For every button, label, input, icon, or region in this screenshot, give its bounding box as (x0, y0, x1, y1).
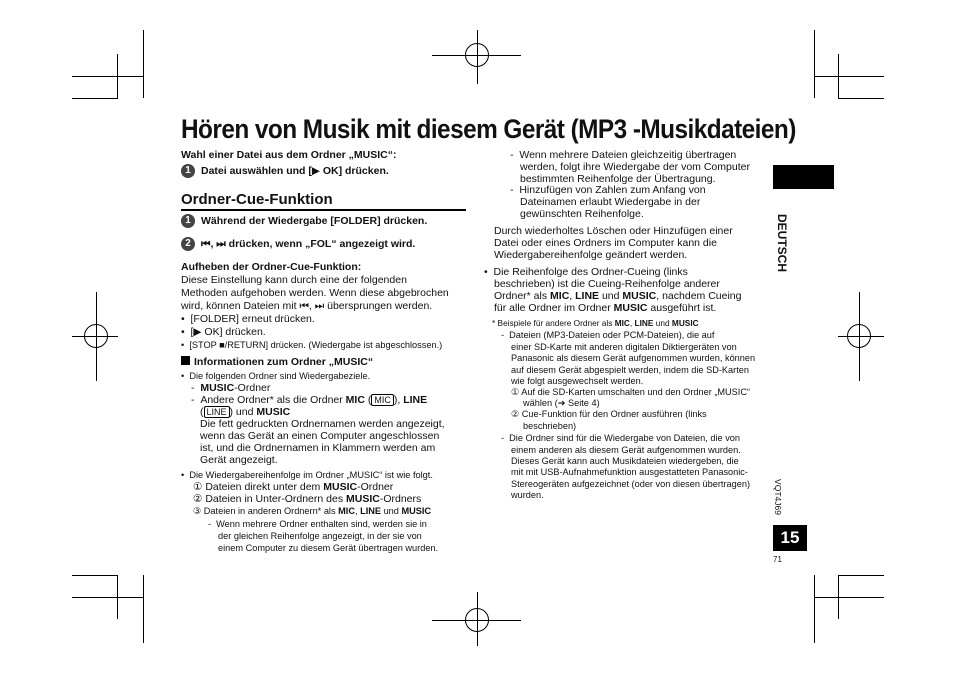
footnote-line: beschrieben) (523, 421, 577, 431)
square-bullet-icon (181, 356, 190, 365)
crop-mark (72, 98, 118, 99)
info-heading-text: Informationen zum Ordner „MUSIC“ (194, 356, 374, 368)
footnote-line: Panasonic als diesem Gerät aufgenommen wurden, können (511, 353, 756, 363)
footnote-line: Dieses Gerät kann auch Musikdateien wiedergeben, die (511, 456, 739, 466)
crop-mark (838, 575, 884, 576)
order-item (193, 481, 393, 494)
list-item: • [STOP ■/RETURN] drücken. (Wiedergabe ist abgeschlossen.) (181, 340, 443, 350)
footnote-line: einer SD-Karte mit anderen digitalen Diktiergeräten von (511, 342, 737, 352)
text: für alle Ordner im Ordner (494, 302, 614, 314)
footnote-line: wie folgt ausgewechselt werden. (511, 376, 644, 386)
text: ② Dateien in Unter-Ordnern des (193, 493, 346, 505)
paragraph-line: Die fett gedruckten Ordnernamen werden angezeigt, (200, 418, 445, 430)
folder-name: MUSIC (401, 506, 432, 516)
crop-mark (838, 98, 884, 99)
crop-mark (117, 575, 118, 619)
info-heading (181, 356, 373, 369)
paragraph-line: Durch wiederholtes Löschen oder Hinzufügen einer (494, 225, 733, 237)
text: , nachdem Cueing (656, 290, 742, 302)
crop-mark (814, 30, 815, 98)
crop-mark (72, 575, 118, 576)
language-label (772, 213, 792, 273)
list-item-text: [▶ OK] drücken. (190, 326, 266, 338)
cancel-text: Methoden aufgehoben werden. Wenn diese abgebrochen (181, 287, 449, 299)
crop-mark (814, 597, 884, 598)
footnote-line: ② Cue-Funktion für den Ordner ausführen (links (511, 409, 707, 419)
language-text: DEUTSCH (775, 213, 789, 273)
section-underline (181, 209, 466, 211)
cue-section-title: Ordner-Cue-Funktion (181, 191, 333, 208)
note-line: werden, folgt ihre Wiedergabe der vom Computer (520, 161, 750, 173)
folder-name: MUSIC (613, 302, 648, 314)
step-number: 1 (181, 164, 195, 178)
model-code (770, 476, 786, 518)
order-item (193, 493, 421, 506)
note-line: der gleichen Reihenfolge angezeigt, in der sie von (218, 531, 422, 541)
cancel-text: Diese Einstellung kann durch eine der folgenden (181, 274, 407, 286)
step-number: 1 (181, 214, 195, 228)
crop-mark (72, 76, 143, 77)
text: Die Ordner sind für die Wiedergabe von Dateien, die von (509, 433, 741, 443)
text: und (381, 506, 402, 516)
text: ① Dateien direkt unter dem (193, 481, 324, 493)
cancel-text: wird, können Dateien mit ⏮, ⏭ übersprungen werden. (181, 300, 433, 312)
paragraph-line (494, 290, 741, 303)
footnote-line: - Dateien (MP3-Dateien oder PCM-Dateien), die auf (501, 330, 715, 340)
footnote-line: ① Auf die SD-Karten umschalten und den Ordner „MUSIC“ (511, 387, 751, 397)
crop-mark (838, 54, 839, 98)
folder-item: - MUSIC-Ordner (191, 382, 271, 394)
footnote-heading (492, 318, 699, 329)
text: ③ Dateien in anderen Ordnern* als (193, 506, 339, 516)
text: Hinzufügen von Zahlen zum Anfang von (519, 184, 706, 196)
crop-mark (814, 76, 884, 77)
model-code-text: VQT4J69 (773, 479, 783, 515)
text: Wenn mehrere Dateien gleichzeitig übertragen (519, 149, 737, 161)
footnote-line: wählen (➔ Seite 4) (523, 398, 600, 408)
folder-name: LINE (403, 394, 428, 406)
select-heading: Wahl einer Datei aus dem Ordner „MUSIC“: (181, 149, 397, 161)
subpage-number: 71 (773, 555, 782, 564)
note-line: - Hinzufügen von Zahlen zum Anfang von (510, 184, 706, 196)
text: Wenn mehrere Ordner enthalten sind, werden sie in (216, 519, 427, 529)
folder-name: MIC (550, 290, 570, 302)
paragraph-line: wenn das Gerät an einen Computer angeschlossen (200, 430, 440, 442)
note-line: - Wenn mehrere Dateien gleichzeitig übertragen (510, 149, 737, 161)
folder-name: LINE (575, 290, 600, 302)
order-item (193, 505, 431, 517)
step-text: Datei auswählen und [▶ OK] drücken. (201, 164, 389, 177)
crop-mark (117, 54, 118, 98)
folder-name: MUSIC (671, 318, 699, 328)
footnote-line: einem anderen als diesem Gerät aufgenommen wurden. (511, 445, 741, 455)
paragraph-line: Gerät angezeigt. (200, 454, 278, 466)
text: Die Reihenfolge des Ordner-Cueing (links (493, 266, 688, 278)
step-number: 2 (181, 237, 195, 251)
text: und (653, 318, 672, 328)
note-line: - Wenn mehrere Ordner enthalten sind, werden sie in (208, 519, 427, 529)
folder-name: MUSIC (256, 406, 291, 418)
text: -Ordner (357, 481, 394, 493)
mic-display-icon: MIC (371, 394, 394, 406)
crop-mark (814, 575, 815, 643)
crop-mark (838, 575, 839, 619)
note-line: Dateinamen erlaubt Wiedergabe in der (520, 196, 701, 208)
text: , (354, 506, 361, 516)
crop-mark (72, 597, 143, 598)
text: ausgeführt ist. (647, 302, 717, 314)
paragraph-line: Datei oder eines Ordners im Computer kann die (494, 237, 717, 249)
folder-name: LINE (634, 318, 654, 328)
line-display-icon: LINE (204, 406, 230, 418)
text: , (629, 318, 635, 328)
paragraph-line: ist, und die Ordnernamen in Klammern werden am (200, 442, 436, 454)
paragraph-line: Wiedergabereihenfolge geändert werden. (494, 249, 688, 261)
folder-name: MUSIC (200, 382, 235, 394)
folder-name: MIC (338, 506, 355, 516)
cue-step-2 (181, 237, 415, 251)
list-item-text: [STOP ■/RETURN] drücken. (Wiedergabe ist abgeschlossen.) (189, 340, 443, 350)
list-item-text: Die folgenden Ordner sind Wiedergabeziele. (189, 371, 371, 381)
crop-mark (143, 575, 144, 643)
text: , (569, 290, 576, 302)
folder-suffix: -Ordner (234, 382, 271, 394)
crop-mark (143, 30, 144, 98)
folder-name: MIC (614, 318, 630, 328)
note-line: gewünschten Reihenfolge. (520, 208, 644, 220)
list-item-text: Die Wiedergabereihenfolge im Ordner „MUSIC“ ist wie folgt. (189, 470, 433, 480)
text: Dateien (MP3-Dateien oder PCM-Dateien), die auf (509, 330, 715, 340)
folder-name: MUSIC (622, 290, 657, 302)
text: ) und (229, 406, 257, 418)
folder-item: - Andere Ordner* als die Ordner MIC ( MIC ), LINE (191, 394, 428, 406)
paragraph-line: beschrieben) ist die Cueing-Reihenfolge anderer (494, 278, 720, 290)
folder-name: MUSIC (323, 481, 358, 493)
folder-item: ( LINE ) und MUSIC (200, 406, 291, 418)
list-item: • Die Wiedergabereihenfolge im Ordner „MUSIC“ ist wie folgt. (181, 470, 433, 480)
cancel-heading: Aufheben der Ordner-Cue-Funktion: (181, 261, 362, 273)
text: * Beispiele für andere Ordner als (492, 318, 615, 328)
footnote-line: - Die Ordner sind für die Wiedergabe von Dateien, die von (501, 433, 741, 443)
list-item: • [FOLDER] erneut drücken. (181, 313, 315, 325)
paragraph-line (494, 302, 716, 315)
page-title: Hören von Musik mit diesem Gerät (MP3 -Musikdateien) (181, 114, 796, 144)
folder-name: LINE (360, 506, 382, 516)
list-item-text: [FOLDER] erneut drücken. (190, 313, 315, 325)
list-item: • [▶ OK] drücken. (181, 326, 266, 338)
folder-name: MUSIC (345, 493, 380, 505)
footnote-line: mit mit USB-Aufnahmefunktion ausgestatteten Panasonic- (511, 467, 748, 477)
footnote-line: auf diesem Gerät abgespielt werden, indem die SD-Karten (511, 365, 749, 375)
text: -Ordners (379, 493, 422, 505)
folder-name: MIC (345, 394, 365, 406)
footnote-line: wurden. (511, 490, 544, 500)
note-line: einem Computer zu diesem Gerät übertragen wurden. (218, 543, 439, 553)
text: Andere Ordner* als die Ordner (200, 394, 346, 406)
step-text: Während der Wiedergabe [FOLDER] drücken. (201, 214, 428, 227)
list-item: • Die folgenden Ordner sind Wiedergabeziele. (181, 371, 371, 381)
text: Ordner* als (494, 290, 551, 302)
note-line: bestimmten Reihenfolge der Übertragung. (520, 173, 716, 185)
footnote-line: Stereogeräten aufgezeichnet (oder von diesen übertragen) (511, 479, 751, 489)
language-tab-bar (773, 165, 834, 189)
select-step-1 (181, 164, 389, 178)
text: und (599, 290, 623, 302)
cue-step-1 (181, 214, 427, 228)
list-item: • Die Reihenfolge des Ordner-Cueing (links (484, 266, 688, 278)
page-number: 15 (773, 525, 807, 551)
step-text: ⏮, ⏭ drücken, wenn „FOL“ angezeigt wird. (201, 237, 416, 250)
